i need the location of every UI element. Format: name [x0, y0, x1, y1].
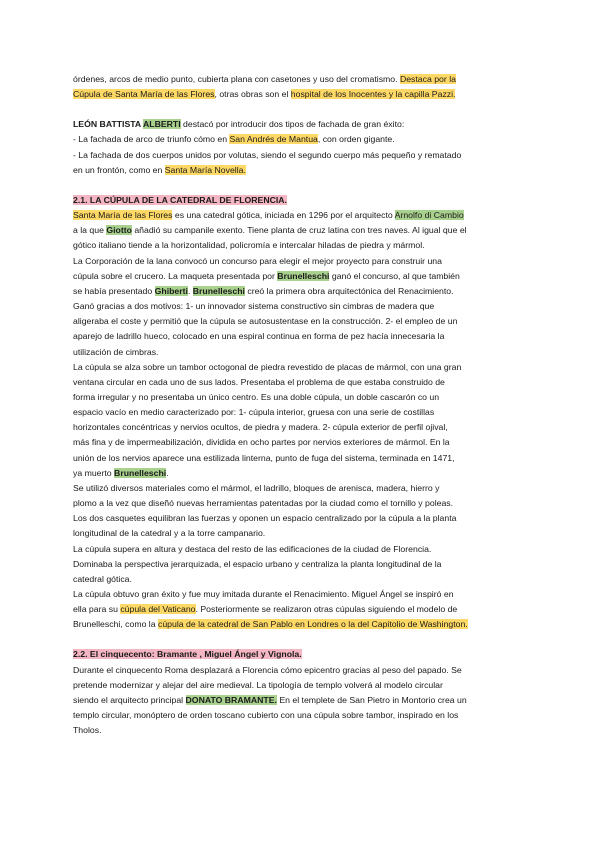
text-line [73, 557, 528, 572]
section-heading: 2.2. El cinquecento: Bramante , Miguel Ángel y Vignola. [73, 649, 302, 660]
text-line [73, 360, 528, 375]
text-line [73, 693, 528, 708]
text-line [73, 542, 528, 557]
highlight-yellow: hospital de los Inocentes y la capilla Pazzi. [290, 89, 456, 100]
highlight-yellow: cúpula del Vaticano [120, 604, 196, 615]
text-line [73, 375, 528, 390]
text-run: pretende modernizar y alejar del aire medieval. La tipología de templo volverá al modelo circular [73, 679, 443, 690]
text-run: plomo a la vez que diseñó nuevas herramientas patentadas por la ciudad como el tornillo y poleas. [73, 498, 454, 509]
text-line [73, 117, 528, 132]
highlight-yellow: Destaca por la [399, 74, 456, 84]
text-line [73, 269, 528, 284]
text-line [73, 405, 528, 420]
text-line [73, 587, 528, 602]
text-line [73, 647, 528, 662]
text-line [73, 451, 528, 466]
text-run: en un frontón, como en [73, 164, 165, 175]
text-line [73, 723, 528, 738]
text-line [73, 314, 528, 329]
highlight-yellow: Santa María de las Flores [73, 210, 173, 221]
text-line [73, 481, 528, 496]
text-line [73, 466, 528, 481]
text-run: . Posteriormente se realizaron otras cúpulas siguiendo el modelo de [195, 604, 458, 615]
text-run: En el templete de San Pietro in Montorio crea un [276, 694, 467, 705]
text-run: . [166, 467, 169, 478]
text-line [73, 496, 528, 511]
text-run: , con orden gigante. [317, 134, 395, 145]
text-line [73, 345, 528, 360]
text-run: aparejo de ladrillo hueco, colocado en una espiral continua en forma de pez hacía innecesaria la [73, 331, 445, 342]
text-run: es una catedral gótica, iniciada en 1296 por el arquitecto [172, 210, 395, 221]
text-run: añadió su campanile exento. Tiene planta de cruz latina con tres naves. Al igual que el [131, 225, 467, 236]
text-line [73, 163, 528, 178]
text-line [73, 572, 528, 587]
text-run: se había presentado [73, 285, 155, 296]
text-run: LEÓN BATTISTA [73, 119, 143, 130]
paragraph-gap [73, 632, 528, 647]
text-line [73, 663, 528, 678]
text-line [73, 299, 528, 314]
text-run: La Corporación de la lana convocó un concurso para elegir el mejor proyecto para construir una [73, 255, 442, 266]
highlight-green: DONATO BRAMANTE. [185, 694, 277, 705]
paragraph-gap [73, 178, 528, 193]
text-run: destacó por introducir dos tipos de fachada de gran éxito: [180, 119, 405, 130]
highlight-green: Giotto [106, 225, 132, 236]
text-run: Durante el cinquecento Roma desplazará a Florencia cómo epicentro gracias al peso del papado. Se [73, 664, 462, 675]
highlight-green: ALBERTI [142, 119, 181, 130]
text-line [73, 223, 528, 238]
text-run: Brunelleschi, como la [73, 619, 158, 630]
text-run: creó la primera obra arquitectónica del Renacimiento. [244, 285, 454, 296]
text-run: templo circular, monóptero de orden toscano cubierto con una cúpula sobre tambor, inspirado en los [73, 710, 459, 721]
text-line [73, 329, 528, 344]
text-line [73, 254, 528, 269]
text-run: , otras obras son el [214, 89, 291, 100]
text-run: aligeraba el coste y permitió que la cúpula se autosustentase en la construcción. 2- el empleo de un [73, 316, 458, 327]
text-line [73, 284, 528, 299]
section-heading: 2.1. LA CÚPULA DE LA CATEDRAL DE FLORENCIA. [73, 194, 287, 205]
text-run: órdenes, arcos de medio punto, cubierta plana con casetones y uso del cromatismo. [73, 74, 400, 84]
text-line [73, 435, 528, 450]
text-run: - La fachada de dos cuerpos unidos por volutas, siendo el segundo cuerpo más pequeño y rematado [73, 149, 462, 160]
text-run: longitudinal de la catedral y a la torre campanario. [73, 528, 266, 539]
text-run: ventana circular en cada uno de sus lados. Presentaba el problema de que estaba construido de [73, 376, 445, 387]
text-run: espacio vacío en medio caracterizado por: 1- cúpula interior, gruesa con una serie de costillas [73, 407, 435, 418]
text-run: horizontales concéntricas y nervios ocultos, de piedra y madera. 2- cúpula exterior de perfil ojival, [73, 422, 448, 433]
highlight-green: Brunelleschi [277, 270, 330, 281]
text-line [73, 390, 528, 405]
highlight-yellow: Santa María Novella. [164, 164, 246, 175]
text-line [73, 617, 528, 632]
text-run: más fina y de impermeabilización, dividida en ocho partes por nervios exteriores de mármol. En la [73, 437, 450, 448]
highlight-yellow: cúpula de la catedral de San Pablo en Londres o la del Capitolio de Washington. [157, 619, 468, 630]
text-run: ya muerto [73, 467, 115, 478]
paragraph-gap [73, 102, 528, 117]
text-run: cúpula sobre el crucero. La maqueta presentada por [73, 270, 278, 281]
text-line [73, 208, 528, 223]
text-run: unión de los nervios aparece una estilizada linterna, punto de fuga del sistema, terminada en 1471, [73, 452, 455, 463]
text-run: - La fachada de arco de triunfo cómo en [73, 134, 230, 145]
text-line [73, 678, 528, 693]
text-line [73, 148, 528, 163]
text-run: Se utilizó diversos materiales como el mármol, el ladrillo, bloques de arenisca, madera, hierro y [73, 482, 440, 493]
text-run: gótico italiano tiende a la horizontalidad, policromía e intercalar hiladas de piedra y mármol. [73, 240, 425, 251]
highlight-green: Arnolfo di Cambio [394, 210, 464, 221]
highlight-green: Brunelleschi [114, 467, 167, 478]
text-run: forma irregular y no presentaba un único centro. Es una doble cúpula, un doble cascarón co un [73, 391, 440, 402]
text-run: Ganó gracias a dos motivos: 1- un innovador sistema constructivo sin cimbras de madera que [73, 301, 435, 312]
text-run: La cúpula se alza sobre un tambor octogonal de piedra revestido de placas de mármol, con una gran [73, 361, 462, 372]
text-line [73, 420, 528, 435]
text-line [73, 72, 528, 87]
text-line [73, 193, 528, 208]
text-line [73, 526, 528, 541]
text-line [73, 238, 528, 253]
text-run: siendo el arquitecto principal [73, 694, 186, 705]
text-run: ella para su [73, 604, 121, 615]
text-run: La cúpula supera en altura y destaca del resto de las edificaciones de la ciudad de Florencia. [73, 543, 432, 554]
highlight-green: Ghiberti [154, 285, 188, 296]
text-line [73, 132, 528, 147]
highlight-green: Brunelleschi [192, 285, 245, 296]
text-line [73, 602, 528, 617]
highlight-yellow: Cúpula de Santa María de las Flores [73, 89, 215, 100]
text-run: . [187, 285, 193, 296]
text-run: catedral gótica. [73, 573, 132, 584]
text-run: utilización de cimbras. [73, 346, 159, 357]
text-run: La cúpula obtuvo gran éxito y fue muy imitada durante el Renacimiento. Miguel Ángel se inspiró en [73, 589, 454, 599]
highlight-yellow: San Andrés de Mantua [229, 134, 318, 145]
text-run: Tholos. [73, 725, 102, 736]
text-line [73, 87, 528, 102]
text-run: a la que [73, 225, 107, 236]
text-line [73, 511, 528, 526]
text-line [73, 708, 528, 723]
text-run: ganó el concurso, al que también [329, 270, 460, 281]
text-run: Los dos casquetes equilibran las fuerzas y oponen un espacio centralizado por la cúpula a la planta [73, 513, 457, 524]
text-run: Dominaba la perspectiva jerarquizada, el espacio urbano y centraliza la planta longitudinal de la [73, 558, 442, 569]
